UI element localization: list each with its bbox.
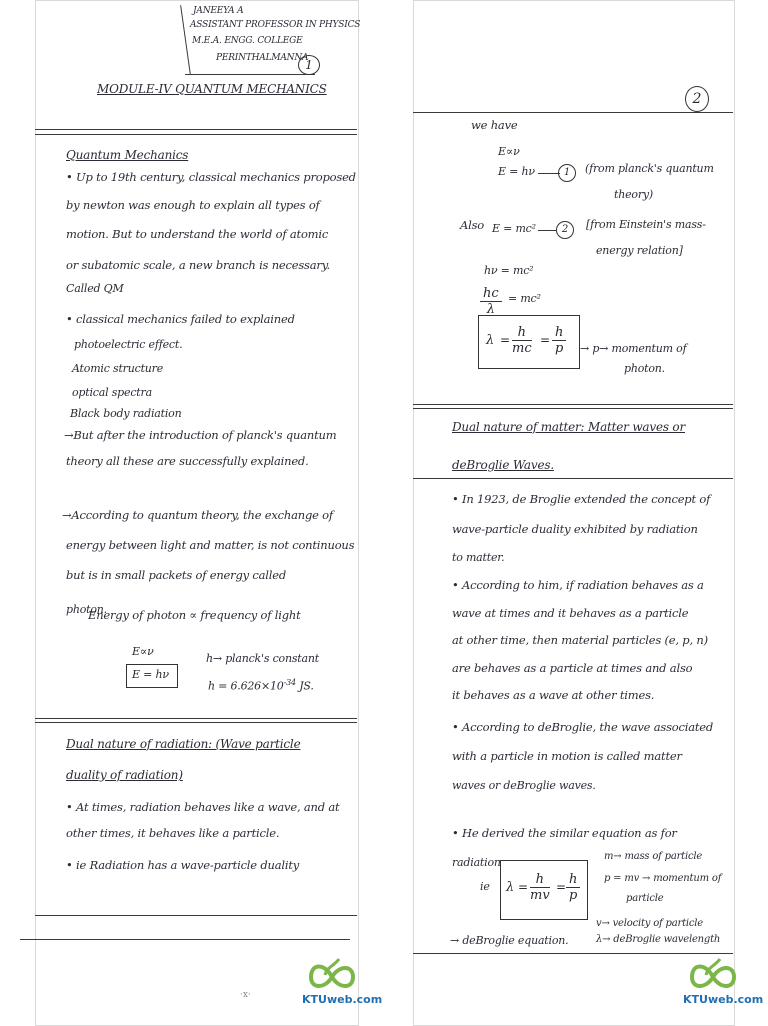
para2-intro: • classical mechanics failed to explained (66, 312, 295, 326)
right-divider-1 (413, 404, 733, 405)
failure-item-3: optical spectra (72, 386, 152, 399)
h-over-mv: $\frac{h}{mv}$ (530, 872, 550, 903)
energy-proportional-line: Energy of photon ∝ frequency of light (88, 608, 301, 622)
momentum-note-1: → p→ momentum of (580, 342, 687, 355)
infinity-leaf-icon (307, 955, 357, 997)
eq-sign-2: = (540, 333, 550, 347)
para4-line2: energy between light and matter, is not continuous (66, 538, 355, 552)
author-designation: ASSISTANT PROFESSOR IN PHYSICS (190, 20, 361, 30)
para1-line2: by newton was enough to explain all types of (66, 198, 320, 212)
right-para4: • He derived the similar equation as for (452, 826, 677, 840)
divider-mid-2 (35, 722, 357, 723)
para4-line3: but is in small packets of energy called (66, 568, 286, 582)
radiation-label: radiation (452, 856, 501, 869)
para3-line2: theory all these are successfully explained. (66, 454, 309, 468)
para1-line3: motion. But to understand the world of atomic (66, 227, 329, 241)
ie-label: ie (480, 880, 490, 893)
para1-line5: Called QM (66, 282, 124, 295)
watermark-logo-left (302, 955, 383, 1006)
divider-mid-1 (35, 718, 357, 719)
right-para2-line2: wave at times and it behaves as a particle (452, 606, 689, 620)
divider-top-1 (35, 129, 357, 130)
para4-line1: →According to quantum theory, the exchange of (62, 508, 333, 522)
author-college: M.E.A. ENGG. COLLEGE (192, 36, 303, 46)
eq2-number: 2 (556, 221, 574, 239)
para5-line2: other times, it behaves like a particle. (66, 826, 280, 840)
right-bottom-rule (413, 953, 733, 954)
eq2-note-2: energy relation] (596, 244, 683, 257)
p-note-1: p = mv → momentum of (604, 873, 722, 884)
right-divider-2 (413, 408, 733, 409)
debroglie-h-over-p: $\frac{h}{p}$ (566, 872, 580, 903)
lambda-symbol: λ (486, 333, 495, 348)
watermark-logo-right (683, 955, 764, 1006)
section-heading-qm: Quantum Mechanics (66, 148, 189, 162)
right-para3-line2: with a particle in motion is called matter (452, 749, 682, 763)
debroglie-eq-2: = (556, 880, 566, 894)
planck-exponent: -34 (283, 678, 296, 687)
failure-item-1: photoelectric effect. (74, 338, 183, 351)
failure-item-2: Atomic structure (72, 362, 164, 375)
right-divider-3 (413, 478, 733, 479)
section-heading-dual-radiation-2: duality of radiation) (66, 768, 183, 782)
header-rule (185, 74, 315, 75)
left-bottom-rule-2 (20, 939, 350, 940)
matter-waves-heading-2: deBroglie Waves. (452, 458, 554, 472)
infinity-leaf-icon (688, 955, 738, 997)
h-over-mc: $\frac{h}{mc}$ (512, 325, 532, 356)
left-e-hnu: E = hν (132, 668, 169, 681)
author-name: JANEEYA A (193, 6, 244, 16)
debroglie-lambda: λ (506, 880, 515, 895)
we-have-label: we have (471, 118, 518, 132)
left-e-prop-nu: E∝ν (132, 645, 154, 658)
para5-line1: • At times, radiation behaves like a wave, and at (66, 800, 340, 814)
right-e-prop-nu: E∝ν (498, 145, 520, 158)
page-number-1: 1 (298, 55, 320, 75)
right-para3-line3: waves or deBroglie waves. (452, 779, 596, 792)
right-para2-line1: • According to him, if radiation behaves as a (452, 578, 704, 592)
right-para2-line3: at other time, then material particles (e, p, n) (452, 633, 708, 647)
left-bottom-rule (35, 915, 357, 916)
para1-line4: or subatomic scale, a new branch is necessary. (66, 258, 330, 272)
right-para2-line4: are behaves as a particle at times and also (452, 661, 693, 675)
eq2-note-1: [from Einstein's mass- (586, 218, 706, 231)
para5-line3: • ie Radiation has a wave-particle duality (66, 858, 300, 872)
eq1-dash (538, 173, 560, 174)
planck-constant-value: $h = 6.626\times 10^{-34}$ JS. (208, 678, 314, 693)
eq1-number: 1 (558, 164, 576, 182)
lambda-note: λ→ deBroglie wavelength (596, 934, 721, 945)
eq1-note-1: (from planck's quantum (585, 162, 714, 175)
right-para1-line2: wave-particle duality exhibited by radiation (452, 522, 698, 536)
right-para2-line5: it behaves as a wave at other times. (452, 688, 655, 702)
p-note-2: particle (626, 893, 664, 904)
h-over-p: $\frac{h}{p}$ (552, 325, 566, 356)
eq3-hnu-mc2: hν = mc² (484, 264, 534, 277)
watermark-text-left: KTUweb.com (302, 993, 383, 1006)
eq4-rhs: = mc² (508, 292, 541, 305)
module-title: MODULE-IV QUANTUM MECHANICS (97, 82, 327, 96)
watermark-text-right: KTUweb.com (683, 993, 764, 1006)
failure-item-4: Black body radiation (70, 407, 182, 420)
scan-mark: ·x· (240, 990, 251, 1000)
eq-sign-1: = (500, 333, 510, 347)
mass-note: m→ mass of particle (604, 851, 703, 862)
para3-line1: →But after the introduction of planck's quantum (64, 428, 337, 442)
matter-waves-heading-1: Dual nature of matter: Matter waves or (452, 420, 685, 434)
author-place: PERINTHALMANNA (216, 53, 309, 63)
para4-line4: photon. (66, 603, 107, 616)
right-para1-line1: • In 1923, de Broglie extended the concept of (452, 492, 711, 506)
eq4-hc-over-lambda: $\frac{hc}{\lambda}$ (480, 286, 502, 317)
para1-line1: • Up to 19th century, classical mechanics proposed (66, 170, 356, 184)
momentum-note-2: photon. (624, 362, 665, 375)
planck-constant-label: h→ planck's constant (206, 652, 319, 665)
eq1-note-2: theory) (614, 188, 654, 201)
eq2-dash (538, 230, 556, 231)
eq1-e-hnu: E = hν (498, 165, 535, 178)
right-para1-line3: to matter. (452, 551, 505, 564)
page-number-2: 2 (685, 86, 709, 112)
v-note: v→ velocity of particle (596, 918, 704, 929)
section-heading-dual-radiation-1: Dual nature of radiation: (Wave particle (66, 737, 301, 751)
right-header-rule (413, 112, 733, 113)
right-para3-line1: • According to deBroglie, the wave associated (452, 720, 714, 734)
divider-top-2 (35, 134, 357, 135)
debroglie-equation-label: → deBroglie equation. (450, 934, 569, 947)
also-label: Also (460, 218, 485, 232)
eq2-e-mc2: E = mc² (492, 222, 536, 235)
debroglie-eq-1: = (518, 880, 528, 894)
